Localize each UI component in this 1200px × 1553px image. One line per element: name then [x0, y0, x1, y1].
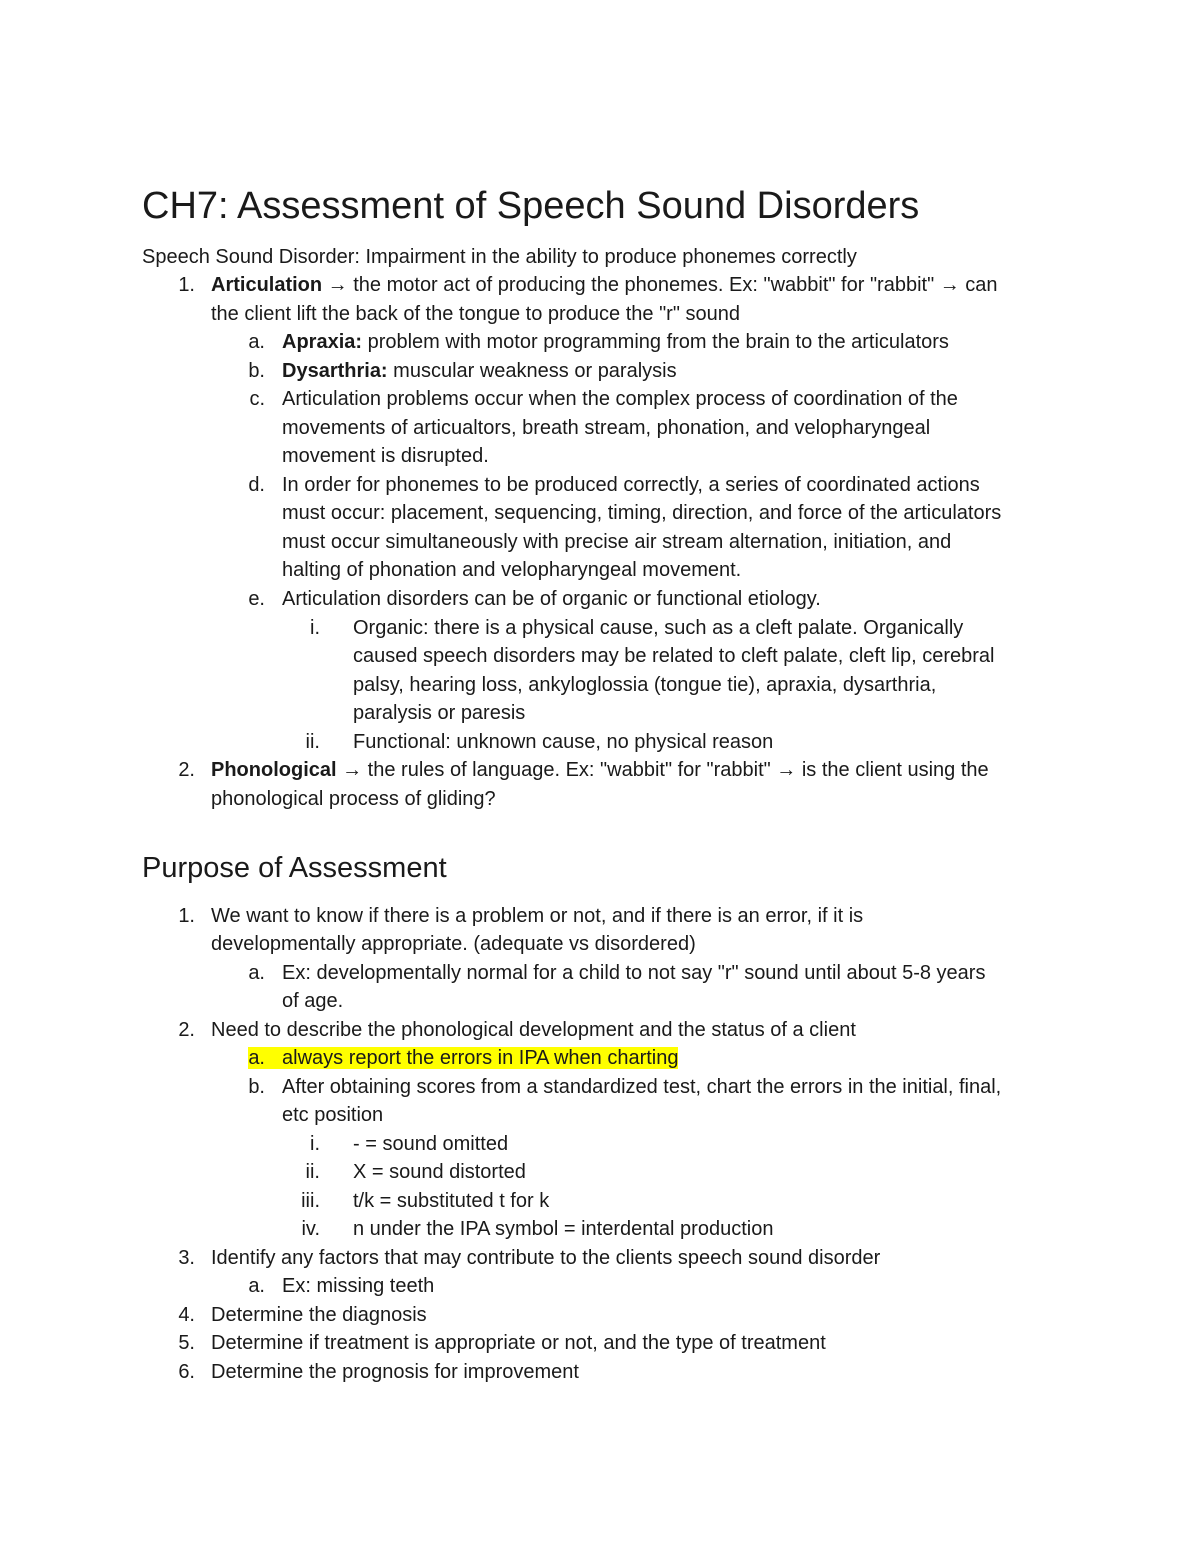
- list-item-text: Determine the diagnosis: [211, 1304, 427, 1326]
- list-item-text: Ex: missing teeth: [282, 1275, 435, 1297]
- phonological-text: → the rules of language. Ex: "wabbit" for "rabbit" → is the client using the: [336, 759, 989, 781]
- list-item-text: Functional: unknown cause, no physical reason: [353, 731, 774, 753]
- articulation-text: → the motor act of producing the phonemes. Ex: "wabbit" for "rabbit" → can: [322, 274, 998, 296]
- list-marker: 2.: [178, 1019, 195, 1041]
- page-title: CH7: Assessment of Speech Sound Disorders: [142, 185, 920, 227]
- list-marker: 2.: [178, 759, 195, 781]
- list-marker: 1.: [178, 274, 195, 296]
- list-item-text: After obtaining scores from a standardized test, chart the errors in the initial, final,: [282, 1076, 1002, 1098]
- phonological-term: Phonological: [211, 759, 337, 781]
- list-marker: iv.: [301, 1218, 320, 1240]
- list-item-text: must occur: placement, sequencing, timing, direction, and force of the articulators: [282, 502, 1002, 524]
- list-item-text: Identify any factors that may contribute to the clients speech sound disorder: [211, 1247, 881, 1269]
- list-item-text: X = sound distorted: [353, 1161, 526, 1183]
- list-item-text: caused speech disorders may be related to cleft palate, cleft lip, cerebral: [353, 645, 995, 667]
- list-item-text: Organic: there is a physical cause, such as a cleft palate. Organically: [353, 617, 964, 639]
- dysarthria-term: Dysarthria:: [282, 360, 388, 382]
- list-marker: b.: [248, 360, 265, 382]
- list-marker: d.: [248, 474, 265, 496]
- apraxia-text: problem with motor programming from the brain to the articulators: [362, 331, 949, 353]
- list-item-text: t/k = substituted t for k: [353, 1190, 550, 1212]
- dysarthria-item: [282, 357, 677, 386]
- list-item-text: n under the IPA symbol = interdental production: [353, 1218, 774, 1240]
- list-item-text: Need to describe the phonological development and the status of a client: [211, 1019, 856, 1041]
- list-marker: iii.: [301, 1190, 320, 1212]
- list-marker: 3.: [178, 1247, 195, 1269]
- list-item-text: etc position: [282, 1104, 384, 1126]
- list-marker: 1.: [178, 905, 195, 927]
- list-item-text: developmentally appropriate. (adequate vs disordered): [211, 933, 696, 955]
- phonological-text-cont: phonological process of gliding?: [211, 788, 496, 810]
- highlighted-line: [265, 1044, 678, 1073]
- list-marker: ii.: [305, 1161, 320, 1183]
- list-marker: i.: [310, 1133, 320, 1155]
- list-marker: e.: [248, 588, 265, 610]
- list-marker: 6.: [178, 1361, 195, 1383]
- articulation-text-cont: the client lift the back of the tongue to produce the "r" sound: [211, 303, 740, 325]
- list-marker: c.: [249, 388, 265, 410]
- list-item-text: movement is disrupted.: [282, 445, 489, 467]
- list-marker: ii.: [305, 731, 320, 753]
- list-item-text: palsy, hearing loss, ankyloglossia (tongue tie), apraxia, dysarthria,: [353, 674, 937, 696]
- apraxia-item: [282, 328, 949, 357]
- highlighted-marker: [230, 1044, 265, 1073]
- list-item-text: movements of articualtors, breath stream, phonation, and velopharyngeal: [282, 417, 931, 439]
- list-item-text: Ex: developmentally normal for a child to not say "r" sound until about 5-8 years: [282, 962, 986, 984]
- list-item-text: Determine if treatment is appropriate or not, and the type of treatment: [211, 1332, 826, 1354]
- list-marker: i.: [310, 617, 320, 639]
- list-item-text: - = sound omitted: [353, 1133, 509, 1155]
- highlighted-text: always report the errors in IPA when charting: [265, 1047, 678, 1069]
- apraxia-term: Apraxia:: [282, 331, 363, 353]
- list-item-text: must occur simultaneously with precise air stream alternation, initiation, and: [282, 531, 952, 553]
- list-item-text: Articulation problems occur when the complex process of coordination of the: [282, 388, 958, 410]
- articulation-item: [211, 271, 998, 300]
- list-item-text: halting of phonation and velopharyngeal movement.: [282, 559, 742, 581]
- list-marker: a.: [248, 1275, 265, 1297]
- list-marker: b.: [248, 1076, 265, 1098]
- section-heading: Purpose of Assessment: [142, 852, 447, 884]
- list-item-text: paralysis or paresis: [353, 702, 526, 724]
- list-marker: 4.: [178, 1304, 195, 1326]
- list-marker: 5.: [178, 1332, 195, 1354]
- list-marker: a.: [248, 331, 265, 353]
- list-item-text: Determine the prognosis for improvement: [211, 1361, 579, 1383]
- phonological-item: [211, 756, 989, 785]
- articulation-term: Articulation: [211, 274, 323, 296]
- list-marker: a.: [248, 1047, 265, 1069]
- list-item-text: Articulation disorders can be of organic or functional etiology.: [282, 588, 821, 610]
- list-item-text: In order for phonemes to be produced correctly, a series of coordinated actions: [282, 474, 980, 496]
- list-item-text: We want to know if there is a problem or not, and if there is an error, if it is: [211, 905, 864, 927]
- list-item-text: of age.: [282, 990, 344, 1012]
- intro-text: Speech Sound Disorder: Impairment in the ability to produce phonemes correctly: [142, 246, 857, 268]
- list-marker: a.: [248, 962, 265, 984]
- dysarthria-text: muscular weakness or paralysis: [387, 360, 677, 382]
